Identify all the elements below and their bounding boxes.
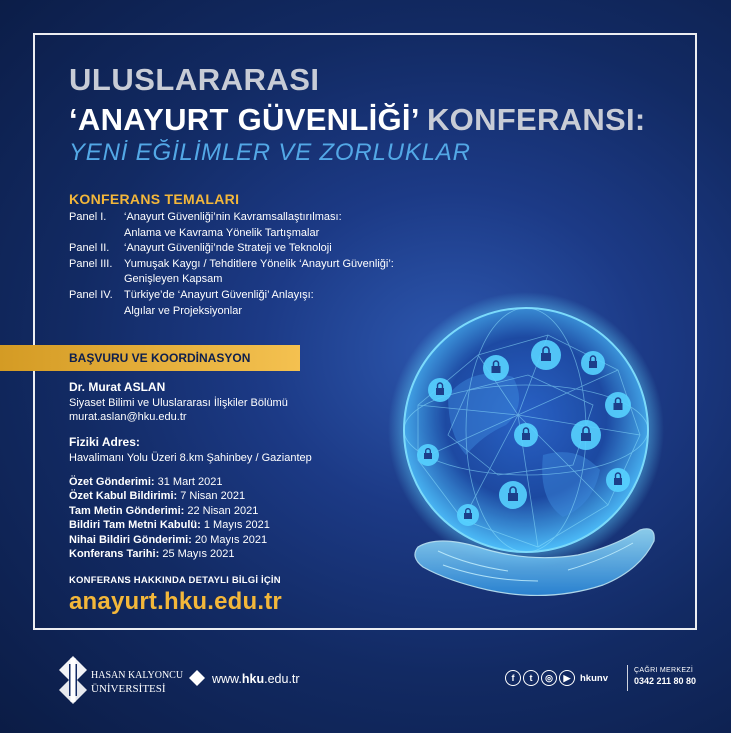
social-handle: hkunv [580,672,608,684]
call-center-phone[interactable]: 0342 211 80 80 [634,676,697,686]
globe-security-illustration [378,285,678,605]
contact-name: Dr. Murat ASLAN [69,380,166,394]
title-keyword: ‘ANAYURT GÜVENLİĞİ’ [69,102,419,137]
instagram-icon[interactable]: ◎ [541,670,557,686]
panel-label: Panel III. [69,257,113,270]
panel-text: Türkiye’de ‘Anayurt Güvenliği’ Anlayışı: Algılar ve Projeksiyonlar [124,288,314,317]
panel-item [69,210,394,241]
subtitle: YENİ EĞİLİMLER VE ZORLUKLAR [69,139,471,166]
date-row: Özet Kabul Bildirimi: 7 Nisan 2021 [69,490,246,503]
university-name-line1: HASAN KALYONCU [91,670,184,681]
date-row: Bildiri Tam Metni Kabulü: 1 Mayıs 2021 [69,519,270,532]
application-banner [0,345,300,371]
address-label: Fiziki Adres: [69,435,140,449]
conference-website-link[interactable]: anayurt.hku.edu.tr [69,588,282,615]
themes-heading: KONFERANS TEMALARI [69,191,240,207]
social-links [505,670,608,686]
panel-text: Yumuşak Kaygı / Tehditlere Yönelik ‘Anayurt Güvenliği’: Genişleyen Kapsam [124,257,394,286]
dates-list [69,475,270,561]
youtube-icon[interactable]: ▶ [559,670,575,686]
date-row: Tam Metin Gönderimi: 22 Nisan 2021 [69,504,259,517]
panel-label: Panel IV. [69,288,113,301]
university-logo [55,650,205,710]
date-row: Nihai Bildiri Gönderimi: 20 Mayıs 2021 [69,533,268,546]
footer-divider [627,665,628,691]
panel-item [69,257,394,288]
contact-department: Siyaset Bilimi ve Uluslararası İlişkiler Bölümü [69,396,288,409]
panel-label: Panel I. [69,211,107,223]
address-text: Havalimanı Yolu Üzeri 8.km Şahinbey / Gaziantep [69,451,312,464]
date-row: Özet Gönderimi: 31 Mart 2021 [69,476,223,488]
info-label: KONFERANS HAKKINDA DETAYLI BİLGİ İÇİN [69,575,281,586]
twitter-icon[interactable]: t [523,670,539,686]
panel-text: ‘Anayurt Güvenliği’nde Strateji ve Teknoloji [124,242,332,255]
date-row: Konferans Tarihi: 25 Mayıs 2021 [69,548,235,561]
panel-item [69,288,394,319]
call-center [634,667,696,686]
title-conference: KONFERANSI: [426,102,646,137]
contact-email[interactable]: murat.aslan@hku.edu.tr [69,411,187,423]
address-block [69,435,312,465]
title-line-1: ULUSLARARASI [69,62,320,97]
title-line-2 [69,102,646,138]
facebook-icon[interactable]: f [505,670,521,686]
contact-block [69,380,288,425]
application-heading: BAŞVURU VE KOORDİNASYON [69,351,251,365]
university-name-line2: ÜNİVERSİTESİ [91,683,166,695]
panel-item [69,241,394,257]
panel-text: ‘Anayurt Güvenliği’nin Kavramsallaştırılması: Anlama ve Kavrama Yönelik Tartışmalar [124,211,342,239]
themes-list [69,210,394,319]
footer-website-link[interactable]: www.hku.edu.tr [212,672,300,686]
call-center-label: ÇAĞRI MERKEZİ [634,667,694,674]
panel-label: Panel II. [69,242,110,255]
